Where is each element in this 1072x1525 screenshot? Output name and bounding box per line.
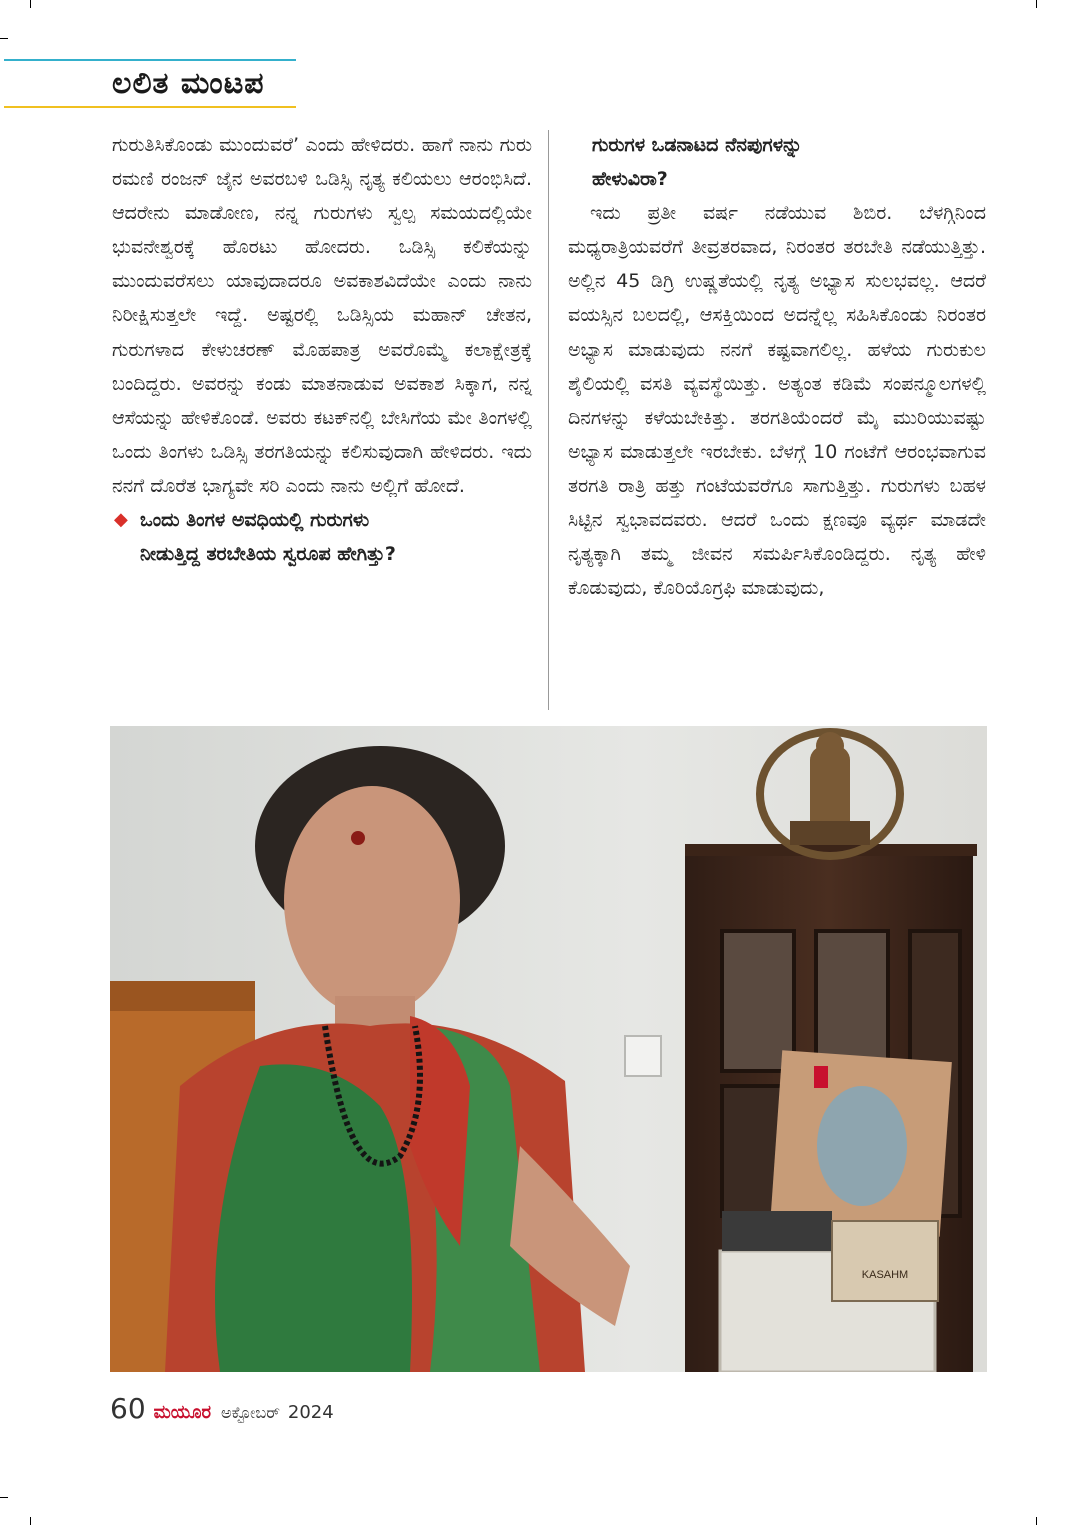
crop-mark xyxy=(1036,1517,1037,1525)
interview-photo xyxy=(110,726,987,1372)
page-number: 60 xyxy=(110,1392,146,1425)
left-paragraph: ಗುರುತಿಸಿಕೊಂಡು ಮುಂದುವರೆ’ ಎಂದು ಹೇಳಿದರು. ಹಾಗೆ ನಾನು ಗುರು ರಮಣಿ ರಂಜನ್ ಜೈನ ಅವರಬಳಿ ಒಡಿಸ್ಸಿ ನೃತ್ಯ ಕಲಿಯಲು ಆರಂಭಿಸಿದೆ. ಆದರೇನು ಮಾಡೋಣ, ನನ್ನ ಗುರುಗಳು ಸ್ವಲ್ಪ ಸಮಯದಲ್ಲಿಯೇ ಭುವನೇಶ್ವರಕ್ಕೆ ಹೊರಟು ಹೋದರು. ಒಡಿಸ್ಸಿ ಕಲಿಕೆಯನ್ನು ಮುಂದುವರೆಸಲು ಯಾವುದಾದರೂ ಅವಕಾಶವಿದೆಯೇ ಎಂದು ನಾನು ನಿರೀಕ್ಷಿಸುತ್ತಲೇ ಇದ್ದೆ. ಅಷ್ಟರಲ್ಲಿ ಒಡಿಸ್ಸಿಯ ಮಹಾನ್ ಚೇತನ, ಗುರುಗಳಾದ ಕೇಳುಚರಣ್ ಮೊಹಪಾತ್ರ ಅವರೊಮ್ಮೆ ಕಲಾಕ್ಷೇತ್ರಕ್ಕೆ ಬಂದಿದ್ದರು. ಅವರನ್ನು ಕಂಡು ಮಾತನಾಡುವ ಅವಕಾಶ ಸಿಕ್ಕಾಗ, ನನ್ನ ಆಸೆಯನ್ನು ಹೇಳಿಕೊಂಡೆ. ಅವರು ಕಟಕ್‌ನಲ್ಲಿ ಬೇಸಿಗೆಯ ಮೇ ತಿಂಗಳಲ್ಲಿ ಒಂದು ತಿಂಗಳು ಒಡಿಸ್ಸಿ ತರಗತಿಯನ್ನು ಕಲಿಸುವುದಾಗಿ ಹೇಳಿದರು. ಇದು ನನಗೆ ದೊರೆತ ಭಾಗ್ಯವೇ ಸರಿ ಎಂದು ನಾನು ಅಲ್ಲಿಗೆ ಹೋದೆ. xyxy=(112,134,532,497)
column-divider xyxy=(548,130,549,710)
issue-month: ಅಕ್ಟೋಬರ್ xyxy=(221,1403,280,1422)
left-question-line2: ನೀಡುತ್ತಿದ್ದ ತರಬೇತಿಯ ಸ್ವರೂಪ ಹೇಗಿತ್ತು? xyxy=(140,543,396,566)
crop-mark xyxy=(0,1497,8,1498)
section-title: ಲಲಿತ ಮಂಟಪ xyxy=(112,66,265,101)
crop-mark xyxy=(1036,0,1037,8)
header-top-rule xyxy=(4,59,296,61)
crop-mark xyxy=(0,38,8,39)
diamond-bullet-icon: ◆ xyxy=(114,509,128,531)
page-footer xyxy=(110,1392,334,1432)
crop-mark xyxy=(30,0,31,8)
eyeglasses-case xyxy=(722,1211,832,1251)
book-on-cabinet xyxy=(770,1050,952,1236)
right-question-line1: ಗುರುಗಳ ಒಡನಾಟದ ನೆನಪುಗಳನ್ನು xyxy=(592,134,803,156)
right-question-line2: ಹೇಳುವಿರಾ? xyxy=(592,168,668,191)
left-question-line1: ಒಂದು ತಿಂಗಳ ಅವಧಿಯಲ್ಲಿ ಗುರುಗಳು xyxy=(140,509,370,532)
crop-mark xyxy=(30,1517,31,1525)
magazine-name: ಮಯೂರ xyxy=(153,1402,212,1423)
wall-switch xyxy=(625,1036,661,1076)
issue-year: 2024 xyxy=(287,1402,334,1423)
book-title: KASAHM xyxy=(861,1269,909,1281)
left-column xyxy=(112,128,532,571)
second-book xyxy=(832,1221,938,1301)
right-paragraph: ಇದು ಪ್ರತೀ ವರ್ಷ ನಡೆಯುವ ಶಿಬಿರ. ಬೆಳಗ್ಗಿನಿಂದ ಮಧ್ಯರಾತ್ರಿಯವರೆಗೆ ತೀವ್ರತರವಾದ, ನಿರಂತರ ತರಬೇತಿ ನಡೆಯುತ್ತಿತ್ತು. ಅಲ್ಲಿನ 45 ಡಿಗ್ರಿ ಉಷ್ಣತೆಯಲ್ಲಿ ನೃತ್ಯ ಅಭ್ಯಾಸ ಸುಲಭವಲ್ಲ. ಆದರೆ ವಯಸ್ಸಿನ ಬಲದಲ್ಲಿ, ಆಸಕ್ತಿಯಿಂದ ಅದನ್ನೆಲ್ಲ ಸಹಿಸಿಕೊಂಡು ನಿರಂತರ ಅಭ್ಯಾಸ ಮಾಡುವುದು ನನಗೆ ಕಷ್ಟವಾಗಲಿಲ್ಲ. ಹಳೆಯ ಗುರುಕುಲ ಶೈಲಿಯಲ್ಲಿ ವಸತಿ ವ್ಯವಸ್ಥೆಯಿತ್ತು. ಅತ್ಯಂತ ಕಡಿಮೆ ಸಂಪನ್ಮೂಲಗಳಲ್ಲಿ ದಿನಗಳನ್ನು ಕಳೆಯಬೇಕಿತ್ತು. ತರಗತಿಯೆಂದರೆ ಮೈ ಮುರಿಯುವಷ್ಟು ಅಭ್ಯಾಸ ಮಾಡುತ್ತಲೇ ಇರಬೇಕು. ಬೆಳಗ್ಗೆ 10 ಗಂಟೆಗೆ ಆರಂಭವಾಗುವ ತರಗತಿ ರಾತ್ರಿ ಹತ್ತು ಗಂಟೆಯವರೆಗೂ ಸಾಗುತ್ತಿತ್ತು. ಗುರುಗಳು ಬಹಳ ಸಿಟ್ಟಿನ ಸ್ವಭಾವದವರು. ಆದರೆ ಒಂದು ಕ್ಷಣವೂ ವ್ಯರ್ಥ ಮಾಡದೇ ನೃತ್ಯಕ್ಕಾಗಿ ತಮ್ಮ ಜೀವನ ಸಮರ್ಪಿಸಿಕೊಂಡಿದ್ದರು. ನೃತ್ಯ ಹೇಳಿ ಕೊಡುವುದು, ಕೊರಿಯೊಗ್ರಫಿ ಮಾಡುವುದು, xyxy=(568,202,986,600)
header-bottom-rule xyxy=(4,106,296,108)
photo-illustration xyxy=(110,726,987,1372)
right-column xyxy=(568,128,986,605)
left-question xyxy=(112,503,532,537)
